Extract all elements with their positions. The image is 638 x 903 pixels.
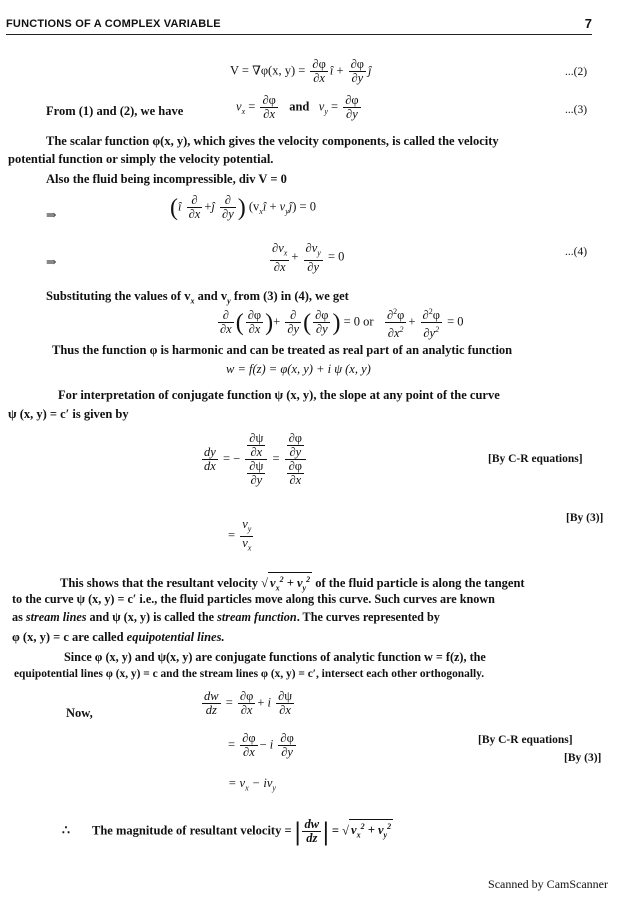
line-interpretation: For interpretation of conjugate function ψ (x, y), the slope at any point of the curve xyxy=(58,388,500,402)
equation-laplace: $\frac{\partial}{\partial x}$ ( $\frac{\partial\varphi}{\partial x}$ )+ $\frac{\partial}{\partial y}$ ( $\frac{\partial\varphi}{\partial y}$ ) = 0 or $\frac{\partial^2\varphi}{\partial x^2}$ + $\frac{\partial^2\varphi}{\partial y^2}$ = 0 xyxy=(220,307,464,341)
para2-line4: φ (x, y) = c are called equipotential lines. xyxy=(12,630,225,644)
page-header xyxy=(6,18,592,36)
tag-cr-2: [By C-R equations] xyxy=(478,734,573,746)
para1-line1: The scalar function φ(x, y), which gives the velocity components, is called the velocity xyxy=(46,134,499,148)
line-given: ψ (x, y) = c′ is given by xyxy=(8,407,129,421)
implies-2: ⇒ xyxy=(46,255,57,269)
para2-line2: to the curve ψ (x, y) = c′ i.e., the fluid particles move along this curve. Such curves are known xyxy=(12,592,495,606)
equation-vy-vx: = $\frac{v_y}{v_x}$ xyxy=(228,517,252,552)
implies-1: ⇒ xyxy=(46,208,57,222)
now-label: Now, xyxy=(66,706,93,720)
para1-line2: potential function or simply the velocity potential. xyxy=(8,152,274,166)
equation-3: $v_x$ = $\frac{\partial\varphi}{\partial x}$ and $v_y$ = $\frac{\partial\varphi}{\partial y}$ xyxy=(236,93,359,121)
para2-line1: This shows that the resultant velocity √ $v_x^2 + v_y^2$ of the fluid particle is along the tangent xyxy=(60,572,525,596)
magnitude-line: The magnitude of resultant velocity = | $\frac{dw}{dz}$ | = √ $v_x^2 + v_y^2$ xyxy=(92,816,392,846)
header-rule xyxy=(6,34,592,35)
tag-by3-2: [By (3)] xyxy=(564,752,602,764)
tag-by3-1: [By (3)] xyxy=(566,512,604,524)
therefore-symbol: ∴ xyxy=(62,823,70,837)
equation-dwdz: $\frac{dw}{dz}$ = $\frac{\partial\varphi}{\partial x}$ + i $\frac{\partial\psi}{\partial x}$ xyxy=(204,689,293,717)
equation-vx-ivy: = $v_x - iv_y$ xyxy=(228,776,276,793)
para2-line3: as stream lines and ψ (x, y) is called the stream function. The curves represented by xyxy=(12,610,440,624)
page-number: 7 xyxy=(584,16,592,31)
equation-slope: $\frac{dy}{dx}$ = − $\frac{\frac{\partial\psi}{\partial x}}{\frac{\partial\psi}{\partial y}}$ = $\frac{\frac{\partial\varphi}{\partial y}}{\frac{\partial\varphi}{\partial x}}$ xyxy=(200,432,308,487)
equation-tag-4: ...(4) xyxy=(565,246,588,258)
line-also: Also the fluid being incompressible, div V = 0 xyxy=(46,172,287,186)
equation-w: w = f(z) = φ(x, y) + i ψ (x, y) xyxy=(226,362,371,376)
para3-line2: equipotential lines φ (x, y) = c and the stream lines φ (x, y) = c′, intersect each other orthogonally. xyxy=(14,668,485,680)
para3-line1: Since φ (x, y) and ψ(x, y) are conjugate functions of analytic function w = f(z), the xyxy=(64,650,486,664)
equation-2: V = ∇φ(x, y) = $\frac{\partial\varphi}{\partial x}$ î + $\frac{\partial\varphi}{\partial y}$ ĵ xyxy=(230,57,372,85)
running-title: FUNCTIONS OF A COMPLEX VARIABLE xyxy=(6,18,221,30)
equation-dwdz-2: = $\frac{\partial\varphi}{\partial x}$ − i $\frac{\partial\varphi}{\partial y}$ xyxy=(228,731,294,759)
line-from: From (1) and (2), we have xyxy=(46,104,184,118)
line-harmonic: Thus the function φ is harmonic and can be treated as real part of an analytic function xyxy=(52,343,513,357)
equation-tag-3: ...(3) xyxy=(565,104,588,116)
equation-4: $\frac{\partial v_x}{\partial x}$ + $\frac{\partial v_y}{\partial y}$ = 0 xyxy=(272,241,345,274)
scanner-footer: Scanned by CamScanner xyxy=(488,877,608,891)
line-substituting: Substituting the values of $v_x$ and $v_y$ from (3) in (4), we get xyxy=(46,289,349,306)
equation-div: (î $\frac{\partial}{\partial x}$ +ĵ $\frac{\partial}{\partial y}$ ) ($v_xî$ + $v_yĵ) = 0$ xyxy=(170,193,316,221)
equation-tag-2: ...(2) xyxy=(565,66,588,78)
tag-cr-1: [By C-R equations] xyxy=(488,453,583,465)
